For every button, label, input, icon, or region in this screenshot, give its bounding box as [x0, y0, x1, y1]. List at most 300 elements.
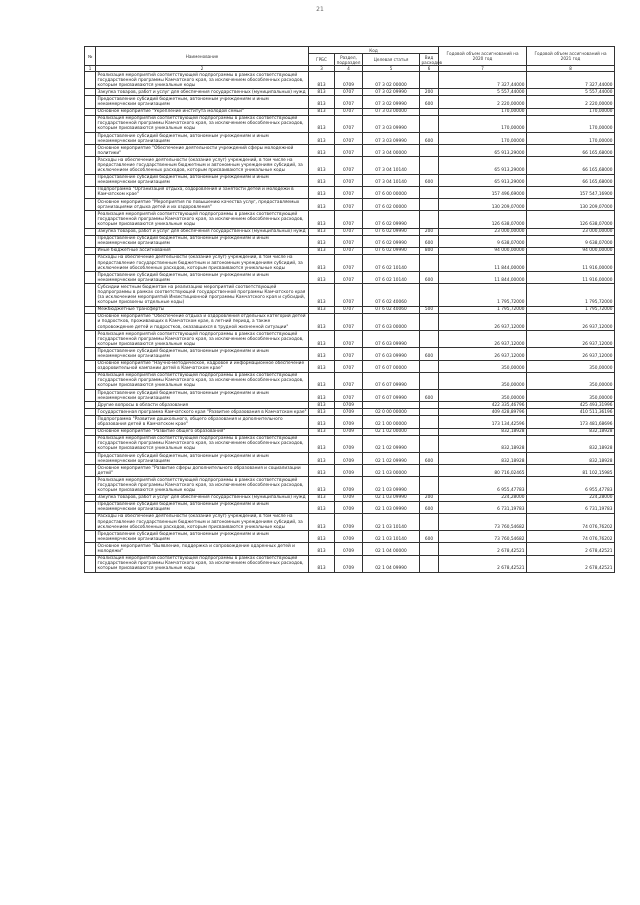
cell-sum-2021: 350,00000 [527, 372, 615, 389]
cell-type: 600 [420, 453, 439, 465]
cell-target: 02 1 02 09990 [363, 435, 420, 452]
cell-name: Подпрограмма "Развитие дошкольного, общего образования и дополнительного образования детей в Камчатском крае" [96, 416, 309, 428]
cell-section: 0707 [335, 390, 363, 402]
cell-name: Предоставление субсидий бюджетным, автономным учреждениям и иным некоммерческим организациям [96, 501, 309, 513]
cell-sum-2021: 410 511,36196 [527, 409, 615, 416]
cell-sum-2020: 73 760,54682 [439, 513, 527, 530]
cell-sum-2021: 173 481,68696 [527, 416, 615, 428]
cell-num [85, 133, 96, 145]
cell-grbs: 813 [309, 228, 335, 235]
table-row [85, 416, 615, 428]
table-row [85, 453, 615, 465]
cell-sum-2021: 832,18928 [527, 453, 615, 465]
cell-sum-2020: 126 638,07000 [439, 211, 527, 228]
cell-type [420, 409, 439, 416]
cell-type: 200 [420, 494, 439, 501]
cell-grbs: 813 [309, 494, 335, 501]
cell-num [85, 555, 96, 572]
cell-num [85, 186, 96, 198]
cell-sum-2020: 2 220,00000 [439, 96, 527, 108]
cell-num [85, 501, 96, 513]
table-body [85, 72, 615, 573]
cell-sum-2021: 6 955,47783 [527, 477, 615, 494]
table-row [85, 235, 615, 247]
cell-target: 07 6 02 10140 [363, 254, 420, 271]
cell-sum-2020: 1 795,72000 [439, 284, 527, 306]
cell-target: 02 1 00 00000 [363, 416, 420, 428]
table-row [85, 409, 615, 416]
cell-sum-2021: 1 795,72000 [527, 306, 615, 313]
cell-sum-2020: 422 335,46796 [439, 402, 527, 409]
cell-sum-2021: 26 937,12000 [527, 348, 615, 360]
cell-num [85, 494, 96, 501]
table-row [85, 348, 615, 360]
header-sum-2021: Годовой объем ассигнований на 2021 год [527, 47, 615, 66]
cell-num [85, 145, 96, 157]
cell-name: Основное мероприятие "Мероприятия по повышению качества услуг, предоставляемых организациями отдыха детей и их оздоровления" [96, 199, 309, 211]
cell-target: 07 3 03 09990 [363, 115, 420, 132]
cell-grbs: 813 [309, 145, 335, 157]
cell-sum-2021: 170,00000 [527, 108, 615, 115]
cell-sum-2021: 23 000,00000 [527, 228, 615, 235]
cell-num [85, 254, 96, 271]
table-row [85, 465, 615, 477]
table-row [85, 313, 615, 330]
table-row [85, 360, 615, 372]
cell-target: 02 0 00 00000 [363, 409, 420, 416]
table-row [85, 402, 615, 409]
cell-name: Предоставление субсидий бюджетным, автономным учреждениям и иным некоммерческим организациям [96, 96, 309, 108]
cell-name: Другие вопросы в области образования [96, 402, 309, 409]
cell-sum-2021: 6 731,19783 [527, 501, 615, 513]
cell-sum-2020: 26 937,12000 [439, 348, 527, 360]
cell-sum-2020: 2 678,42521 [439, 555, 527, 572]
cell-sum-2021: 126 638,07000 [527, 211, 615, 228]
cell-target: 07 6 00 00000 [363, 186, 420, 198]
cell-sum-2021: 9 638,07000 [527, 235, 615, 247]
cell-type [420, 199, 439, 211]
cell-sum-2021: 1 795,72000 [527, 284, 615, 306]
cell-num [85, 435, 96, 452]
cell-name: Расходы на обеспечение деятельности (оказание услуг) учреждений, в том числе на предоставление государственным бюджетным и автономным учреждениям субсидий, за исключением обособленных расходов, которым присваиваются уникальные коды [96, 157, 309, 174]
table-row [85, 372, 615, 389]
cell-target: 02 1 03 10140 [363, 531, 420, 543]
table-row [85, 494, 615, 501]
cell-target: 02 1 02 09990 [363, 453, 420, 465]
table-row [85, 174, 615, 186]
cell-sum-2020: 9 638,07000 [439, 235, 527, 247]
header-type: Вид расходов [421, 54, 442, 65]
cell-num [85, 409, 96, 416]
cell-type: 600 [420, 501, 439, 513]
cell-sum-2021: 425 493,31996 [527, 402, 615, 409]
cell-grbs: 813 [309, 348, 335, 360]
cell-target: 07 6 02 10140 [363, 272, 420, 284]
cell-sum-2020: 170,00000 [439, 115, 527, 132]
cell-section: 0709 [335, 435, 363, 452]
cell-num [85, 306, 96, 313]
cell-sum-2020: 11 844,00000 [439, 254, 527, 271]
cell-name: Расходы на обеспечение деятельности (оказание услуг) учреждений, в том числе на предоставление государственным бюджетным и автономным учреждениям субсидий, за исключением обособленных расходов, которым присваиваются уникальные коды [96, 513, 309, 530]
cell-target: 02 1 03 09990 [363, 494, 420, 501]
cell-section: 0707 [335, 272, 363, 284]
cell-type [420, 428, 439, 435]
cell-target: 07 6 02 09990 [363, 228, 420, 235]
cell-num [85, 272, 96, 284]
cell-grbs: 813 [309, 360, 335, 372]
cell-grbs: 813 [309, 157, 335, 174]
table-row [85, 145, 615, 157]
cell-num [85, 228, 96, 235]
cell-section: 0707 [335, 145, 363, 157]
cell-name: Предоставление субсидий бюджетным, автономным учреждениям и иным некоммерческим организациям [96, 348, 309, 360]
cell-name: Межбюджетные трансферты [96, 306, 309, 313]
cell-sum-2021: 832,18928 [527, 435, 615, 452]
cell-target: 02 1 03 09990 [363, 477, 420, 494]
cell-sum-2020: 65 913,29000 [439, 145, 527, 157]
header-sum-2020: Годовой объем ассигнований на 2020 год [439, 47, 527, 66]
cell-name: Реализация мероприятий соответствующей подпрограммы в рамках соответствующей государственной программы Камчатского края, за исключением обособленных расходов, которым присваиваются уникальные коды [96, 72, 309, 89]
cell-section: 0707 [335, 313, 363, 330]
cell-num [85, 211, 96, 228]
cell-num [85, 477, 96, 494]
cell-num [85, 372, 96, 389]
cell-sum-2021: 130 209,07000 [527, 199, 615, 211]
cell-section: 0707 [335, 306, 363, 313]
cell-num [85, 428, 96, 435]
cell-type [420, 372, 439, 389]
cell-section: 0709 [335, 402, 363, 409]
cell-target [363, 402, 420, 409]
table-row [85, 331, 615, 348]
cell-section: 0707 [335, 108, 363, 115]
cell-section: 0707 [335, 247, 363, 254]
cell-target: 07 6 02 09990 [363, 211, 420, 228]
cell-sum-2021: 66 165,68000 [527, 157, 615, 174]
cell-section: 0709 [335, 531, 363, 543]
cell-type [420, 402, 439, 409]
cell-target: 02 1 03 09990 [363, 501, 420, 513]
table-row [85, 284, 615, 306]
cell-num [85, 115, 96, 132]
table-row [85, 72, 615, 89]
column-index: 3 [309, 66, 335, 72]
cell-grbs: 813 [309, 254, 335, 271]
cell-sum-2021: 11 916,00000 [527, 254, 615, 271]
cell-grbs: 813 [309, 89, 335, 96]
cell-section: 0707 [335, 228, 363, 235]
cell-name: Предоставление субсидий бюджетным, автономным учреждениям и иным некоммерческим организациям [96, 174, 309, 186]
cell-grbs: 813 [309, 199, 335, 211]
cell-grbs: 813 [309, 235, 335, 247]
cell-sum-2020: 173 134,42596 [439, 416, 527, 428]
cell-name: Реализация мероприятий соответствующей подпрограммы в рамках соответствующей государственной программы Камчатского края, за исключением обособленных расходов, которым присваиваются уникальные коды [96, 115, 309, 132]
cell-grbs: 813 [309, 247, 335, 254]
header-name: Наименование [96, 47, 309, 66]
cell-sum-2020: 832,18928 [439, 453, 527, 465]
cell-target: 07 6 02 09990 [363, 247, 420, 254]
cell-type [420, 211, 439, 228]
cell-sum-2020: 6 731,19783 [439, 501, 527, 513]
cell-target: 07 6 02 40060 [363, 306, 420, 313]
cell-name: Предоставление субсидий бюджетным, автономным учреждениям и иным некоммерческим организациям [96, 531, 309, 543]
cell-name: Реализация мероприятий соответствующей подпрограммы в рамках соответствующей государственной программы Камчатского края, за исключением обособленных расходов, которым присваиваются уникальные коды [96, 435, 309, 452]
cell-section: 0709 [335, 494, 363, 501]
cell-target: 07 3 02 09990 [363, 96, 420, 108]
budget-table [84, 46, 615, 573]
cell-num [85, 199, 96, 211]
column-index: 8 [527, 66, 615, 72]
header-target: Целевая статья [363, 54, 420, 66]
table-row [85, 543, 615, 555]
cell-type [420, 513, 439, 530]
cell-sum-2020: 6 955,47783 [439, 477, 527, 494]
column-index: 6 [420, 66, 439, 72]
table-row [85, 89, 615, 96]
cell-grbs: 813 [309, 372, 335, 389]
cell-type [420, 108, 439, 115]
cell-grbs: 813 [309, 477, 335, 494]
cell-grbs: 813 [309, 284, 335, 306]
table-row [85, 435, 615, 452]
cell-section: 0707 [335, 254, 363, 271]
cell-sum-2021: 5 557,44000 [527, 89, 615, 96]
cell-sum-2020: 11 844,00000 [439, 272, 527, 284]
cell-sum-2020: 170,00000 [439, 133, 527, 145]
cell-sum-2021: 170,00000 [527, 115, 615, 132]
cell-name: Иные бюджетные ассигнования [96, 247, 309, 254]
cell-sum-2021: 832,18928 [527, 428, 615, 435]
cell-sum-2020: 26 937,12000 [439, 331, 527, 348]
cell-sum-2020: 73 760,54682 [439, 531, 527, 543]
cell-sum-2021: 7 327,44000 [527, 72, 615, 89]
cell-section: 0709 [335, 416, 363, 428]
cell-grbs: 813 [309, 115, 335, 132]
cell-sum-2020: 94 000,00000 [439, 247, 527, 254]
cell-section: 0707 [335, 211, 363, 228]
cell-grbs: 813 [309, 72, 335, 89]
cell-type [420, 331, 439, 348]
cell-sum-2021: 2 220,00000 [527, 96, 615, 108]
cell-type [420, 284, 439, 306]
cell-grbs: 813 [309, 108, 335, 115]
cell-section: 0709 [335, 513, 363, 530]
cell-grbs: 813 [309, 416, 335, 428]
cell-grbs: 813 [309, 272, 335, 284]
table-row [85, 513, 615, 530]
cell-type [420, 543, 439, 555]
cell-type [420, 477, 439, 494]
cell-type [420, 465, 439, 477]
cell-num [85, 89, 96, 96]
cell-sum-2020: 157 496,69000 [439, 186, 527, 198]
cell-section: 0709 [335, 477, 363, 494]
cell-num [85, 453, 96, 465]
cell-grbs: 813 [309, 531, 335, 543]
cell-sum-2020: 832,18928 [439, 435, 527, 452]
cell-type: 200 [420, 89, 439, 96]
cell-name: Предоставление субсидий бюджетным, автономным учреждениям и иным некоммерческим организациям [96, 133, 309, 145]
table-row [85, 199, 615, 211]
cell-num [85, 402, 96, 409]
column-index: 1 [85, 66, 96, 72]
cell-grbs: 813 [309, 501, 335, 513]
table-row [85, 211, 615, 228]
cell-num [85, 284, 96, 306]
cell-sum-2020: 26 937,12000 [439, 313, 527, 330]
cell-num [85, 331, 96, 348]
cell-type: 600 [420, 272, 439, 284]
cell-target: 07 6 07 09990 [363, 390, 420, 402]
cell-target: 02 1 03 00000 [363, 465, 420, 477]
cell-type [420, 254, 439, 271]
cell-sum-2021: 170,00000 [527, 133, 615, 145]
page-number: 21 [316, 6, 324, 13]
cell-grbs: 813 [309, 513, 335, 530]
cell-type [420, 360, 439, 372]
cell-section: 0707 [335, 89, 363, 96]
cell-sum-2021: 74 076,76202 [527, 513, 615, 530]
cell-sum-2020: 80 716,02465 [439, 465, 527, 477]
cell-type: 600 [420, 235, 439, 247]
cell-sum-2020: 170,00000 [439, 108, 527, 115]
cell-grbs: 813 [309, 313, 335, 330]
cell-section: 0707 [335, 133, 363, 145]
cell-num [85, 108, 96, 115]
table-row [85, 108, 615, 115]
cell-type: 600 [420, 531, 439, 543]
cell-section: 0707 [335, 284, 363, 306]
cell-section: 0707 [335, 186, 363, 198]
cell-target: 07 6 02 09990 [363, 235, 420, 247]
cell-grbs: 813 [309, 174, 335, 186]
cell-name: Реализация мероприятий соответствующей подпрограммы в рамках соответствующей государственной программы Камчатского края, за исключением обособленных расходов, которым присваиваются уникальные коды [96, 555, 309, 572]
header-code-group: Код [309, 47, 439, 54]
table-row [85, 428, 615, 435]
cell-num [85, 235, 96, 247]
cell-num [85, 465, 96, 477]
table-row [85, 247, 615, 254]
cell-type [420, 157, 439, 174]
cell-target: 02 1 04 00000 [363, 543, 420, 555]
cell-target: 07 6 03 00000 [363, 313, 420, 330]
cell-type [420, 72, 439, 89]
cell-sum-2020: 130 209,07000 [439, 199, 527, 211]
cell-name: Реализация мероприятий соответствующей подпрограммы в рамках соответствующей государственной программы Камчатского края, за исключением обособленных расходов, которым присваиваются уникальные коды [96, 372, 309, 389]
cell-type: 600 [420, 133, 439, 145]
cell-num [85, 360, 96, 372]
cell-name: Субсидии местным бюджетам на реализацию мероприятий соответствующей подпрограммы в рамках соответствующей государственной программы Камчатского края (за исключением мероприятий Инвестиционной программы Камчатского края и субсидий, которым присвоены отдельные коды) [96, 284, 309, 306]
cell-section: 0707 [335, 372, 363, 389]
cell-sum-2021: 157 547,16900 [527, 186, 615, 198]
cell-sum-2020: 7 327,44000 [439, 72, 527, 89]
cell-type: 600 [420, 96, 439, 108]
header-grbs: ГРБС [309, 54, 335, 66]
table-row [85, 477, 615, 494]
table-row [85, 306, 615, 313]
cell-num [85, 313, 96, 330]
cell-target: 02 1 03 10140 [363, 513, 420, 530]
cell-sum-2021: 81 102,15985 [527, 465, 615, 477]
cell-sum-2020: 2 678,42521 [439, 543, 527, 555]
cell-type: 600 [420, 348, 439, 360]
cell-target: 07 3 03 00000 [363, 108, 420, 115]
table-row [85, 157, 615, 174]
cell-section: 0707 [335, 235, 363, 247]
table-row [85, 555, 615, 572]
cell-section: 0707 [335, 331, 363, 348]
cell-name: Основное мероприятие "Обеспечение отдыха и оздоровления отдельных категорий детей и подростков, проживающих в Камчатском крае, в летний период, а также сопровождение детей и подростков, оказавшихся в трудной жизненной ситуации" [96, 313, 309, 330]
cell-grbs: 813 [309, 409, 335, 416]
cell-sum-2020: 65 913,29000 [439, 157, 527, 174]
cell-target: 07 3 04 10140 [363, 174, 420, 186]
cell-target: 07 3 04 00000 [363, 145, 420, 157]
table-row [85, 390, 615, 402]
cell-section: 0707 [335, 174, 363, 186]
cell-name: Закупка товаров, работ и услуг для обеспечения государственных (муниципальных) нужд [96, 228, 309, 235]
cell-num [85, 96, 96, 108]
cell-num [85, 157, 96, 174]
cell-sum-2020: 224,28000 [439, 494, 527, 501]
cell-type [420, 313, 439, 330]
header-section: Раздел, подраздел [335, 54, 363, 66]
cell-name: Реализация мероприятий соответствующей подпрограммы в рамках соответствующей государственной программы Камчатского края, за исключением обособленных расходов, которым присваиваются уникальные коды [96, 477, 309, 494]
cell-name: Расходы на обеспечение деятельности (оказание услуг) учреждений, в том числе на предоставление государственным бюджетным и автономным учреждениям субсидий, за исключением обособленных расходов, которым присваиваются уникальные коды [96, 254, 309, 271]
cell-section: 0707 [335, 199, 363, 211]
cell-name: Предоставление субсидий бюджетным, автономным учреждениям и иным некоммерческим организациям [96, 272, 309, 284]
cell-type: 500 [420, 306, 439, 313]
cell-section: 0709 [335, 72, 363, 89]
cell-grbs: 813 [309, 306, 335, 313]
cell-type: 600 [420, 174, 439, 186]
cell-name: Предоставление субсидий бюджетным, автономным учреждениям и иным некоммерческим организациям [96, 235, 309, 247]
cell-name: Предоставление субсидий бюджетным, автономным учреждениям и иным некоммерческим организациям [96, 390, 309, 402]
cell-target: 02 1 02 00000 [363, 428, 420, 435]
cell-target: 07 6 07 00000 [363, 360, 420, 372]
cell-name: Закупка товаров, работ и услуг для обеспечения государственных (муниципальных) нужд [96, 494, 309, 501]
cell-grbs: 813 [309, 133, 335, 145]
cell-grbs: 813 [309, 465, 335, 477]
cell-sum-2020: 5 557,44000 [439, 89, 527, 96]
table-row [85, 272, 615, 284]
header-num: № [85, 47, 96, 66]
cell-target: 07 6 03 09990 [363, 348, 420, 360]
cell-sum-2020: 350,00000 [439, 372, 527, 389]
cell-section: 0709 [335, 543, 363, 555]
cell-grbs: 813 [309, 96, 335, 108]
cell-name: Закупка товаров, работ и услуг для обеспечения государственных (муниципальных) нужд [96, 89, 309, 96]
cell-section: 0709 [335, 453, 363, 465]
cell-type [420, 435, 439, 452]
cell-target: 07 3 02 09990 [363, 89, 420, 96]
cell-name: Основное мероприятие "Развитие сферы дополнительного образования и социализации детей" [96, 465, 309, 477]
cell-num [85, 174, 96, 186]
cell-section: 0709 [335, 555, 363, 572]
cell-sum-2021: 350,00000 [527, 390, 615, 402]
cell-type: 600 [420, 390, 439, 402]
cell-target: 07 6 02 40060 [363, 284, 420, 306]
column-index: 2 [96, 66, 309, 72]
table-row [85, 186, 615, 198]
cell-sum-2020: 23 000,00000 [439, 228, 527, 235]
column-index: 4 [335, 66, 363, 72]
cell-grbs: 813 [309, 435, 335, 452]
cell-target: 07 6 07 09990 [363, 372, 420, 389]
cell-type [420, 145, 439, 157]
cell-sum-2021: 2 678,42521 [527, 555, 615, 572]
cell-sum-2020: 350,00000 [439, 360, 527, 372]
cell-name: Основное мероприятие "Научно-методическое, кадровое и информационное обеспечение оздоровительной кампании детей в Камчатском крае" [96, 360, 309, 372]
